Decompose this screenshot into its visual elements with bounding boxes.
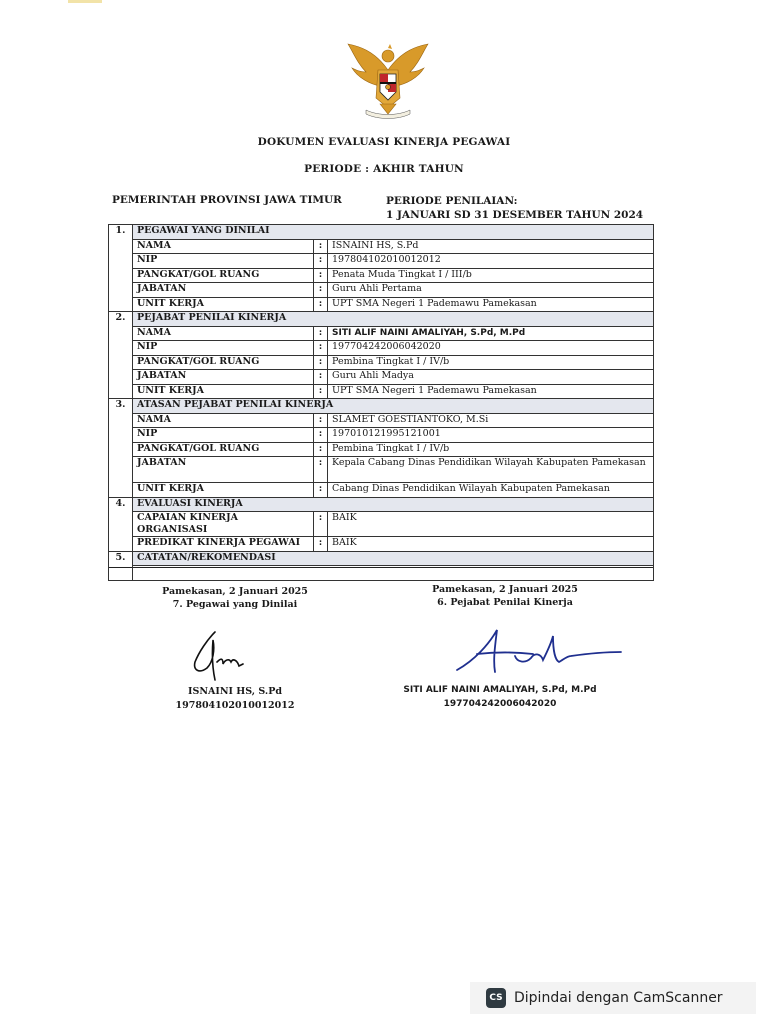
row-label: NAMA bbox=[133, 413, 314, 428]
section-title: PEJABAT PENILAI KINERJA bbox=[133, 312, 654, 327]
row-colon: : bbox=[314, 355, 328, 370]
table-row bbox=[109, 384, 654, 399]
handwritten-signature-left bbox=[185, 628, 255, 688]
section-header bbox=[109, 497, 654, 512]
section-number: 1. bbox=[109, 225, 133, 312]
row-colon: : bbox=[314, 297, 328, 312]
camscanner-watermark bbox=[470, 982, 756, 1014]
table-row bbox=[109, 355, 654, 370]
section-header bbox=[109, 551, 654, 566]
row-value: Guru Ahli Pertama bbox=[328, 283, 654, 298]
row-label: PANGKAT/GOL RUANG bbox=[133, 355, 314, 370]
handwritten-signature-right bbox=[455, 626, 625, 681]
assessment-period-label: PERIODE PENILAIAN: bbox=[386, 195, 518, 207]
table-row bbox=[109, 254, 654, 269]
row-label: JABATAN bbox=[133, 457, 314, 483]
row-colon: : bbox=[314, 268, 328, 283]
row-colon: : bbox=[314, 442, 328, 457]
evaluation-table bbox=[108, 224, 654, 581]
row-label: NIP bbox=[133, 341, 314, 356]
signature-place-date: Pamekasan, 2 Januari 2025 bbox=[432, 584, 578, 595]
row-label: CAPAIAN KINERJA ORGANISASI bbox=[133, 512, 314, 537]
row-colon: : bbox=[314, 341, 328, 356]
row-colon: : bbox=[314, 512, 328, 537]
assessment-period bbox=[386, 194, 643, 222]
camscanner-icon: CS bbox=[486, 988, 506, 1008]
section-header bbox=[109, 225, 654, 240]
government-name: PEMERINTAH PROVINSI JAWA TIMUR bbox=[112, 194, 342, 206]
row-label: JABATAN bbox=[133, 370, 314, 385]
row-value: Kepala Cabang Dinas Pendidikan Wilayah Kabupaten Pamekasan bbox=[328, 457, 654, 483]
section-header bbox=[109, 399, 654, 414]
row-value: 197704242006042020 bbox=[328, 341, 654, 356]
signature-role: 7. Pegawai yang Dinilai bbox=[172, 599, 298, 610]
section-title: PEGAWAI YANG DINILAI bbox=[133, 225, 654, 240]
section-number: 5. bbox=[109, 551, 133, 581]
row-colon: : bbox=[314, 413, 328, 428]
row-label: UNIT KERJA bbox=[133, 483, 314, 498]
table-row bbox=[109, 341, 654, 356]
watermark-text: Dipindai dengan CamScanner bbox=[514, 990, 723, 1006]
table-row bbox=[109, 268, 654, 283]
row-value: 197804102010012012 bbox=[328, 254, 654, 269]
row-colon: : bbox=[314, 537, 328, 552]
row-label: NIP bbox=[133, 254, 314, 269]
section-title: CATATAN/REKOMENDASI bbox=[133, 551, 654, 566]
row-label: PANGKAT/GOL RUANG bbox=[133, 268, 314, 283]
signature-place-date: Pamekasan, 2 Januari 2025 bbox=[162, 586, 308, 597]
row-value: Guru Ahli Madya bbox=[328, 370, 654, 385]
document-title: DOKUMEN EVALUASI KINERJA PEGAWAI bbox=[257, 136, 511, 148]
row-colon: : bbox=[314, 457, 328, 483]
row-value: SITI ALIF NAINI AMALIYAH, S.Pd, M.Pd bbox=[328, 326, 654, 341]
table-row bbox=[109, 566, 654, 581]
row-colon: : bbox=[314, 283, 328, 298]
row-colon: : bbox=[314, 384, 328, 399]
section-number: 4. bbox=[109, 497, 133, 551]
table-row bbox=[109, 537, 654, 552]
section-number: 2. bbox=[109, 312, 133, 399]
row-value: SLAMET GOESTIANTOKO, M.Si bbox=[328, 413, 654, 428]
table-row bbox=[109, 297, 654, 312]
table-row bbox=[109, 457, 654, 483]
signer-nip: 197804102010012012 bbox=[175, 700, 295, 711]
row-label: PREDIKAT KINERJA PEGAWAI bbox=[133, 537, 314, 552]
row-label: NAMA bbox=[133, 239, 314, 254]
row-label: NAMA bbox=[133, 326, 314, 341]
signer-nip: 197704242006042020 bbox=[443, 699, 557, 709]
table-row bbox=[109, 370, 654, 385]
row-label: UNIT KERJA bbox=[133, 384, 314, 399]
table-row bbox=[109, 239, 654, 254]
table-row bbox=[109, 283, 654, 298]
garuda-emblem-icon bbox=[344, 40, 432, 120]
row-value: Cabang Dinas Pendidikan Wilayah Kabupaten Pamekasan bbox=[328, 483, 654, 498]
row-value: BAIK bbox=[328, 537, 654, 552]
signature-block-left bbox=[150, 585, 320, 611]
row-colon: : bbox=[314, 428, 328, 443]
table-row bbox=[109, 512, 654, 537]
row-colon: : bbox=[314, 254, 328, 269]
table-row bbox=[109, 413, 654, 428]
document-period: PERIODE : AKHIR TAHUN bbox=[304, 163, 464, 175]
row-value: ISNAINI HS, S.Pd bbox=[328, 239, 654, 254]
row-value: BAIK bbox=[328, 512, 654, 537]
table-row bbox=[109, 326, 654, 341]
signature-block-right bbox=[415, 583, 595, 609]
table-row bbox=[109, 442, 654, 457]
section-title: EVALUASI KINERJA bbox=[133, 497, 654, 512]
table-row bbox=[109, 428, 654, 443]
row-label: PANGKAT/GOL RUANG bbox=[133, 442, 314, 457]
table-row bbox=[109, 483, 654, 498]
row-value: Pembina Tingkat I / IV/b bbox=[328, 442, 654, 457]
row-label: NIP bbox=[133, 428, 314, 443]
signer-name: ISNAINI HS, S.Pd bbox=[188, 686, 282, 697]
row-value: Pembina Tingkat I / IV/b bbox=[328, 355, 654, 370]
section-number: 3. bbox=[109, 399, 133, 498]
row-value: UPT SMA Negeri 1 Pademawu Pamekasan bbox=[328, 384, 654, 399]
row-value: 197010121995121001 bbox=[328, 428, 654, 443]
row-label: UNIT KERJA bbox=[133, 297, 314, 312]
row-value: Penata Muda Tingkat I / III/b bbox=[328, 268, 654, 283]
notes-cell bbox=[133, 566, 654, 581]
signer-name: SITI ALIF NAINI AMALIYAH, S.Pd, M.Pd bbox=[403, 685, 597, 695]
row-colon: : bbox=[314, 239, 328, 254]
row-colon: : bbox=[314, 326, 328, 341]
row-colon: : bbox=[314, 370, 328, 385]
section-title: ATASAN PEJABAT PENILAI KINERJA bbox=[133, 399, 654, 414]
row-value: UPT SMA Negeri 1 Pademawu Pamekasan bbox=[328, 297, 654, 312]
row-colon: : bbox=[314, 483, 328, 498]
assessment-period-value: 1 JANUARI SD 31 DESEMBER TAHUN 2024 bbox=[386, 209, 644, 221]
section-header bbox=[109, 312, 654, 327]
signer-right bbox=[395, 683, 605, 711]
signer-left bbox=[150, 685, 320, 713]
scan-artifact bbox=[68, 0, 102, 3]
signature-role: 6. Pejabat Penilai Kinerja bbox=[437, 597, 573, 608]
row-label: JABATAN bbox=[133, 283, 314, 298]
